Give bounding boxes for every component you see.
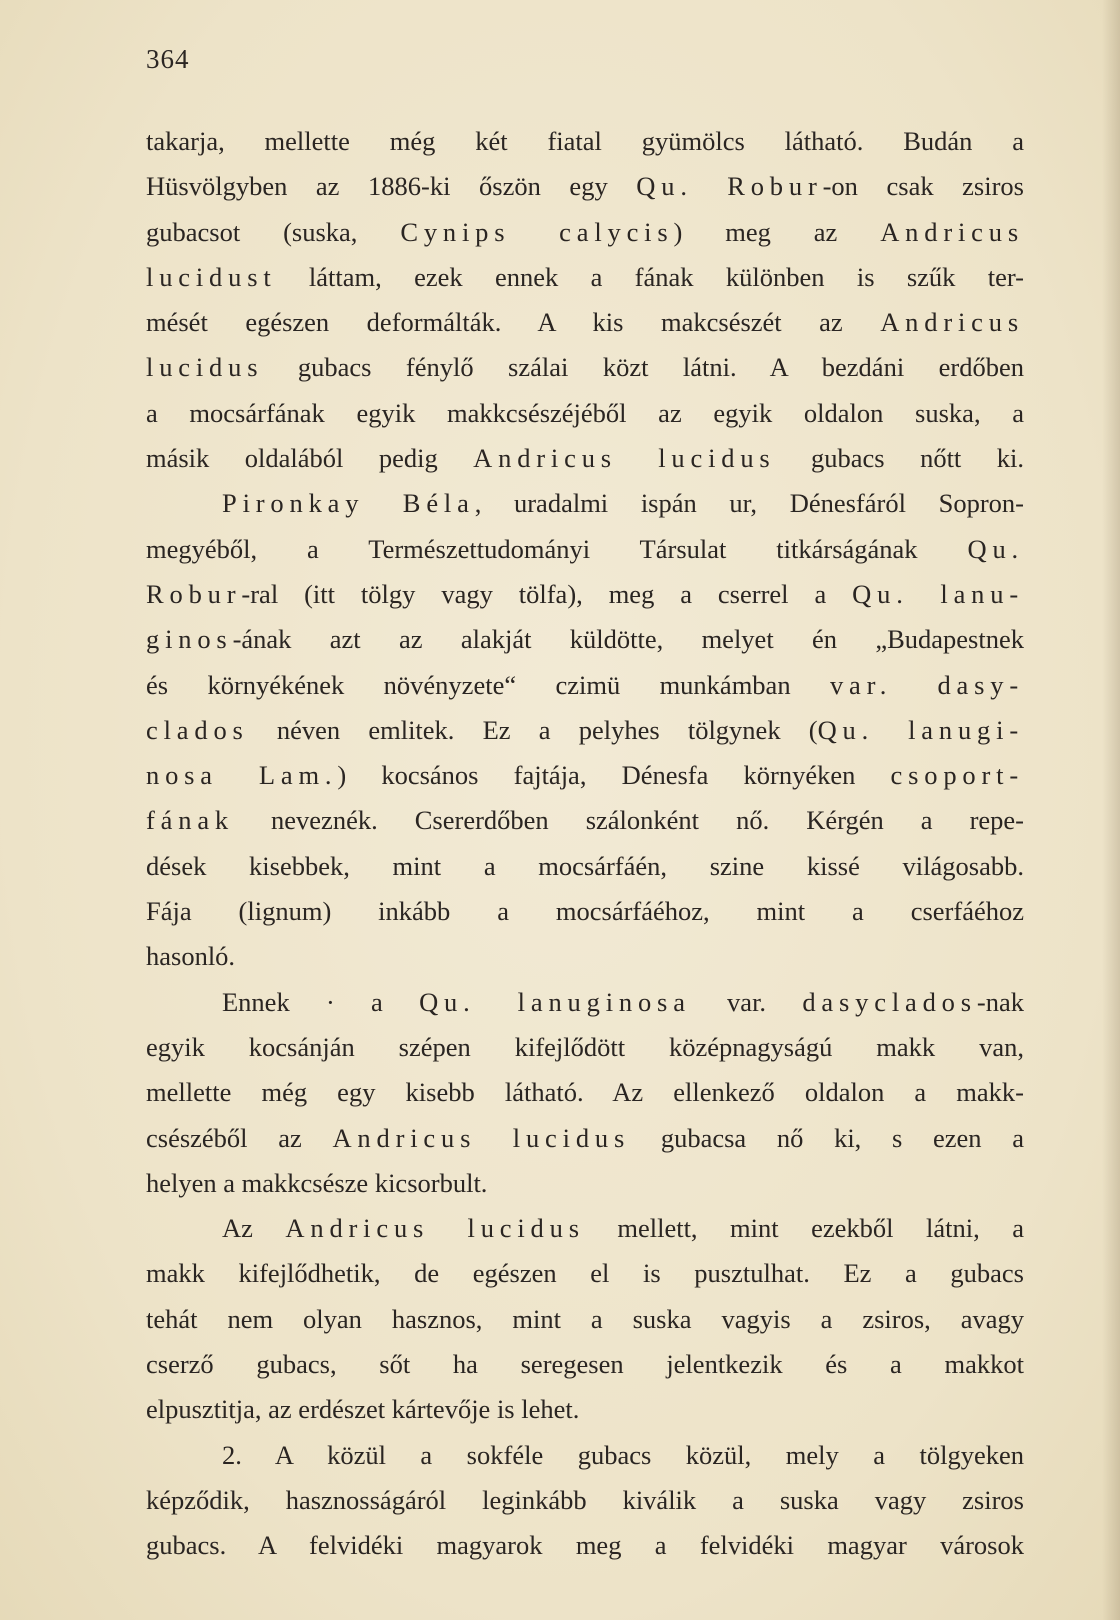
text-line xyxy=(146,210,1024,255)
text-line xyxy=(146,391,1024,436)
spaced-term: csoport- xyxy=(890,760,1024,791)
text-run: csészéből az xyxy=(146,1122,333,1153)
text-run: másik oldalából pedig xyxy=(146,443,474,474)
text-line xyxy=(146,527,1024,572)
spaced-term: Cynips calycis xyxy=(400,216,674,247)
text-run: cserző gubacs, sőt ha seregesen jelentkezik és a makkot xyxy=(146,1349,1024,1380)
text-run: megyéből, a Természettudományi Társulat titkárságának xyxy=(146,533,968,564)
spaced-term: Andricus lucidus xyxy=(285,1213,585,1244)
text-line xyxy=(146,255,1024,300)
text-run: dések kisebbek, mint a mocsárfáén, szine kissé világosabb. xyxy=(146,850,1024,881)
text-line xyxy=(146,1342,1024,1387)
text-run: -ának azt az alakját küldötte, melyet én „Budapestnek xyxy=(232,624,1024,655)
text-line xyxy=(146,798,1024,843)
spaced-term: Qu. Robur xyxy=(636,171,823,202)
text-line xyxy=(146,753,1024,798)
text-line xyxy=(146,1116,1024,1161)
spaced-term: Andricus xyxy=(880,307,1024,338)
text-line xyxy=(146,889,1024,934)
text-line xyxy=(146,119,1024,164)
text-line xyxy=(146,1387,1024,1432)
text-line xyxy=(146,1433,1024,1478)
text-run: gubacsot (suska, xyxy=(146,216,401,247)
text-line xyxy=(146,844,1024,889)
text-run: neveznék. Csererdőben szálonként nő. Kérgén a repe- xyxy=(234,805,1024,836)
text-run: elpusztitja, az erdészet kártevője is lehet. xyxy=(146,1394,580,1425)
spaced-term: nosa Lam. xyxy=(146,760,338,791)
spaced-term: var. dasy- xyxy=(829,669,1024,700)
spaced-term: Qu. xyxy=(967,533,1024,564)
spaced-term: Pironkay Béla xyxy=(222,488,475,519)
spaced-term: Andricus lucidus xyxy=(473,443,776,474)
text-line xyxy=(146,481,1024,526)
text-run: var. xyxy=(690,986,803,1017)
text-run: mellett, mint ezekből látni, a xyxy=(584,1213,1024,1244)
text-line xyxy=(146,980,1024,1025)
text-line xyxy=(146,572,1024,617)
text-line xyxy=(146,1523,1024,1568)
spaced-term: Qu. lanu- xyxy=(852,578,1024,609)
text-run: a mocsárfának egyik makkcsészéjéből az egyik oldalon suska, a xyxy=(146,397,1024,428)
text-line xyxy=(146,663,1024,708)
page-number: 364 xyxy=(146,44,190,74)
spaced-term: Robur xyxy=(146,578,242,609)
text-run: hasonló. xyxy=(146,941,236,972)
spaced-term: Qu. lanuginosa xyxy=(419,986,691,1017)
text-line xyxy=(146,708,1024,753)
text-run: gubacsa nő ki, s ezen a xyxy=(630,1122,1024,1153)
text-line xyxy=(146,436,1024,481)
text-line xyxy=(146,345,1024,390)
text-run: Az xyxy=(222,1213,286,1244)
text-line xyxy=(146,934,1024,979)
text-run: takarja, mellette még két fiatal gyümölcs látható. Budán a xyxy=(146,126,1024,156)
text-run: gubacs. A felvidéki magyarok meg a felvidéki magyar városok xyxy=(146,1530,1024,1561)
text-run: -ral (itt tölgy vagy tölfa), meg a cserrel a xyxy=(241,578,853,609)
text-run: és környékének növényzete“ czimü munkámban xyxy=(146,669,830,700)
text-run: mését egészen deformálták. A kis makcsészét az xyxy=(146,307,881,338)
text-run: néven emlitek. Ez a pelyhes tölgynek ( xyxy=(248,714,818,745)
spaced-term: ginos xyxy=(146,624,233,655)
text-run: Fája (lignum) inkább a mocsárfáéhoz, mint a cserfáéhoz xyxy=(146,896,1024,927)
text-line xyxy=(146,1478,1024,1523)
text-run: tehát nem olyan hasznos, mint a suska vagyis a zsiros, avagy xyxy=(146,1303,1024,1334)
spaced-term: Andricus xyxy=(880,216,1024,247)
text-run: láttam, ezek ennek a fának különben is szűk ter- xyxy=(276,261,1024,292)
text-run: Ennek · a xyxy=(222,986,420,1017)
text-run: Hüsvölgyben az 1886-ki őszön egy xyxy=(146,171,637,202)
spaced-term: lucidust xyxy=(146,261,277,292)
text-run: 2. A közül a sokféle gubacs közül, mely a tölgyeken xyxy=(222,1439,1024,1470)
text-line xyxy=(146,1206,1024,1251)
text-run: , uradalmi ispán ur, Dénesfáról Sopron- xyxy=(474,488,1024,519)
text-line xyxy=(146,1025,1024,1070)
text-run: ) kocsános fajtája, Dénesfa környéken xyxy=(337,760,891,791)
text-run: -on csak zsiros xyxy=(822,171,1024,202)
text-run: mellette még egy kisebb látható. Az ellenkező oldalon a makk- xyxy=(146,1077,1024,1108)
spaced-term: Qu. lanugi- xyxy=(817,714,1024,745)
text-run: ) meg az xyxy=(673,216,881,247)
page-edge-shadow xyxy=(1102,0,1120,1620)
text-run: egyik kocsánján szépen kifejlődött középnagyságú makk van, xyxy=(146,1031,1024,1062)
text-run: helyen a makkcsésze kicsorbult. xyxy=(146,1167,488,1198)
spaced-term: Andricus lucidus xyxy=(332,1122,631,1153)
text-line xyxy=(146,300,1024,345)
text-line xyxy=(146,617,1024,662)
text-line xyxy=(146,1070,1024,1115)
spaced-term: lucidus xyxy=(146,352,264,383)
text-run: képződik, hasznosságáról leginkább kiválik a suska vagy zsiros xyxy=(146,1484,1024,1515)
text-run: -nak xyxy=(976,986,1024,1017)
text-run: makk kifejlődhetik, de egészen el is pusztulhat. Ez a gubacs xyxy=(146,1258,1024,1289)
text-line xyxy=(146,1161,1024,1206)
body-text xyxy=(146,119,1024,1569)
spaced-term: fának xyxy=(146,805,234,836)
spaced-term: dasyclados xyxy=(802,986,977,1017)
text-line xyxy=(146,1297,1024,1342)
text-line xyxy=(146,1251,1024,1296)
text-run: gubacs nőtt ki. xyxy=(775,443,1024,474)
text-run: gubacs fénylő szálai közt látni. A bezdáni erdőben xyxy=(263,352,1024,383)
text-line xyxy=(146,164,1024,209)
spaced-term: clados xyxy=(146,714,249,745)
